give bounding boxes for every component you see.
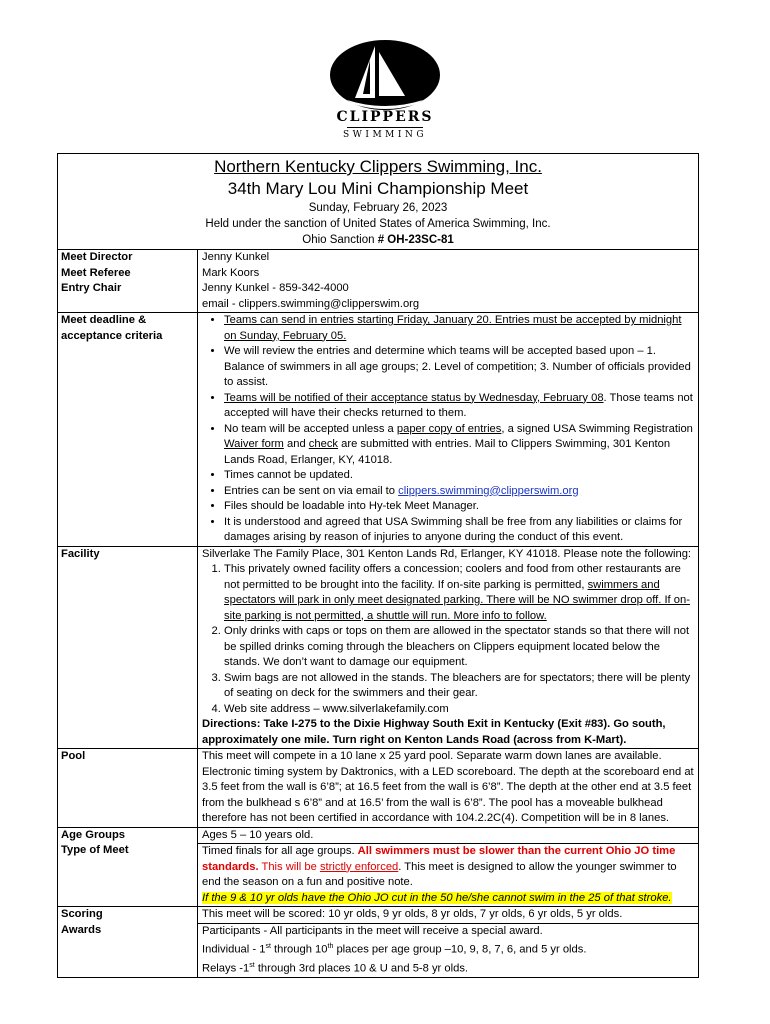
type-of-meet-value: Timed finals for all age groups. All swimmers must be slower than the current Ohio JO time standards. This will be strictly enforced. This meet is designed to allow the younger swimmer to end the season on a fun and positive note. If the 9 & 10 yr olds have the Ohio JO cut in the 50 he/she cannot swim in the 25 of that stroke. (202, 845, 677, 904)
list-item: 3. Swim bags are not allowed in the stands. The bleachers are for spectators; there will be plenty of seating on deck for the swimmers and their gear. (224, 671, 694, 702)
awards-relays: Relays -1st through 3rd places 10 & U and 5-8 yr olds. (202, 962, 469, 975)
row-value-officials (198, 250, 699, 313)
logo-divider (347, 127, 423, 128)
table-row (58, 313, 698, 547)
org-title: Northern Kentucky Clippers Swimming, Inc. (214, 157, 542, 176)
document-header (58, 154, 698, 249)
table-row (58, 907, 698, 978)
list-item: • No team will be accepted unless a paper copy of entries, a signed USA Swimming Registration Waiver form and check are submitted with entries. Mail to Clippers Swimming, 301 Kenton Lands Road, Erlanger, KY, 41018. (224, 422, 694, 469)
meet-info-table (58, 249, 698, 977)
row-label-age-groups: Age Groups Type of Meet (58, 827, 198, 907)
awards-participants: Participants - All participants in the meet will receive a special award. (202, 924, 543, 937)
row-label-facility: Facility (58, 546, 198, 749)
list-item: • Files should be loadable into Hy-tek Meet Manager. (224, 499, 694, 515)
logo-subtitle: SWIMMING (342, 130, 428, 140)
row-label-meet-director: Meet Director Meet Referee Entry Chair (58, 250, 198, 313)
meet-referee-value: Mark Koors (202, 266, 260, 279)
table-row (58, 546, 698, 749)
meet-director-value: Jenny Kunkel (202, 251, 270, 263)
logo-name: CLIPPERS (336, 109, 434, 125)
directions: Directions: Take I-275 to the Dixie Highway South Exit in Kentucky (Exit #83). Go south, approximately one mile. Turn right on Kenton Lands Road (across from K-Mart). (202, 718, 666, 746)
meet-date: Sunday, February 26, 2023 (308, 202, 448, 214)
list-item: • Teams will be notified of their acceptance status by Wednesday, February 08. Those teams not accepted will have their checks returned to them. (224, 391, 694, 422)
list-item: • Entries can be sent on via email to clippers.swimming@clipperswim.org (224, 484, 694, 500)
row-label-pool: Pool (58, 749, 198, 828)
list-item: • We will review the entries and determine which teams will be accepted based upon – 1. Balance of swimmers in all age groups; 2. Level of competition; 3. Number of officials provided to assist. (224, 344, 694, 391)
entry-chair-value: Jenny Kunkel - 859-342-4000 (202, 282, 349, 294)
meet-info-document (57, 153, 699, 978)
row-label-deadline: Meet deadline & acceptance criteria (58, 313, 198, 547)
list-item: 1. This privately owned facility offers a concession; coolers and food from other restaurants are not permitted to be brought into the facility. If on-site parking is permitted, swimmers and spectators will park in only meet designated parking. There will be NO swimmer drop off. If on-site parking is not permitted, a shuttle will run. More info to follow. (224, 562, 694, 624)
table-row (58, 749, 698, 828)
row-value-scoring-awards (198, 907, 699, 978)
ohio-sanction: Ohio Sanction # OH-23SC-81 (302, 234, 454, 246)
list-item: 4. Web site address – www.silverlakefamily.com (224, 702, 694, 718)
row-value-type-of-meet (198, 827, 699, 907)
table-row (58, 250, 698, 313)
entries-email-link[interactable]: clippers.swimming@clipperswim.org (398, 484, 579, 497)
meet-title: 34th Mary Lou Mini Championship Meet (227, 179, 529, 198)
awards-individual: Individual - 1st through 10th places per age group –10, 9, 8, 7, 6, and 5 yr olds. (202, 943, 587, 956)
list-item: • Times cannot be updated. (224, 468, 694, 484)
list-item: 2. Only drinks with caps or tops on them are allowed in the spectator stands so that there will not be spilled drinks coming through the bleachers on Clippers equipment located below the stands. We don’t want to damage our equipment. (224, 624, 694, 671)
sanction-text: Held under the sanction of United States of America Swimming, Inc. (205, 218, 551, 230)
scoring-value: This meet will be scored: 10 yr olds, 9 yr olds, 8 yr olds, 7 yr olds, 6 yr olds, 5 yr olds. (198, 907, 698, 924)
age-groups-value: Ages 5 – 10 years old. (198, 828, 698, 845)
row-label-scoring: Scoring Awards (58, 907, 198, 978)
list-item: • Teams can send in entries starting Friday, January 20. Entries must be accepted by midnight on Sunday, February 05. (224, 313, 694, 344)
table-row (58, 827, 698, 907)
row-value-pool: This meet will compete in a 10 lane x 25 yard pool. Separate warm down lanes are available. Electronic timing system by Daktronics, with a LED scoreboard. The depth at the scoreboard end at 3.5 feet from the wall is 6’8”; at 16.5 feet from the wall is 6’8”. The depth at the other end at 3.5 feet from the bulkhead s 6’8” and at 16.5’ from the wall is 6’8”. The pool has a moveable bulkhead therefore has not been certified in accordance with 104.2.2C(4). Competition will be in 8 lanes. (198, 749, 699, 828)
row-value-deadline (198, 313, 699, 547)
row-value-facility: Silverlake The Family Place, 301 Kenton Lands Rd, Erlanger, KY 41018. Please note the following: 1. This privately owned facility offers a concession; coolers and food from other restaurants are not permitted to be brought into the facility. If on-site parking is permitted, swimmers and spectators will park in only meet designated parking. There will be NO swimmer drop off. If on-site parking is not permitted, a shuttle will run. More info to follow. 2. Only drinks with caps or tops on them are allowed in the spectator stands so that there will not be spilled drinks coming through the bleachers on Clippers equipment located below the stands. We don’t want to damage our equipment. 3. Swim bags are not allowed in the stands. The bleachers are for spectators; there will be plenty of seating on deck for the swimmers and their gear. 4. Web site address – www.silverlakefamily.com Directions: Take I-275 to the Dixie Highway South Exit in Kentucky (Exit #83). Go south, approximately one mile. Turn right on Kenton Lands Road (across from K-Mart). (198, 546, 699, 749)
jo-cut-note: If the 9 & 10 yr olds have the Ohio JO cut in the 50 he/she cannot swim in the 25 of that stroke. (202, 891, 672, 904)
entry-chair-email: email - clippers.swimming@clipperswim.org (202, 297, 420, 310)
list-item: • It is understood and agreed that USA Swimming shall be free from any liabilities or claims for damages arising by reason of injuries to anyone during the conduct of this event. (224, 515, 694, 546)
